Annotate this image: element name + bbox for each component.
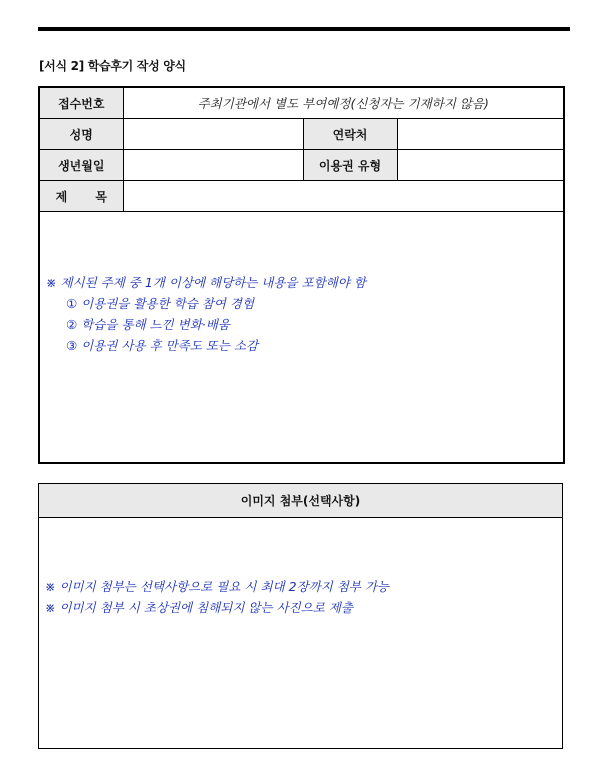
image-attachment-table [38, 483, 563, 749]
birth-date-label: 생년월일 [39, 150, 123, 181]
content-guide-item-3: ③ 이용권 사용 후 만족도 또는 소감 [66, 338, 259, 353]
birth-date-field[interactable] [123, 150, 303, 181]
voucher-type-field[interactable] [397, 150, 564, 181]
name-label: 성명 [39, 119, 123, 150]
receipt-number-label: 접수번호 [39, 87, 123, 119]
image-attachment-area[interactable] [39, 518, 563, 749]
image-note-2: ※ 이미지 첨부 시 초상권에 침해되지 않는 사진으로 제출 [45, 600, 353, 615]
top-rule [38, 27, 570, 31]
content-area[interactable] [39, 212, 564, 464]
title-label: 제 목 [39, 181, 123, 212]
review-form-table [38, 86, 565, 464]
content-guide-item-1: ① 이용권을 활용한 학습 참여 경험 [66, 296, 255, 311]
contact-label: 연락처 [303, 119, 397, 150]
contact-field[interactable] [397, 119, 564, 150]
content-guide-note: ※ 제시된 주제 중 1개 이상에 해당하는 내용을 포함해야 함 [46, 275, 366, 290]
title-field[interactable] [123, 181, 564, 212]
content-guide-item-2: ② 학습을 통해 느낀 변화·배움 [66, 317, 230, 332]
image-note-1: ※ 이미지 첨부는 선택사항으로 필요 시 최대 2장까지 첨부 가능 [45, 579, 389, 594]
image-attachment-header: 이미지 첨부(선택사항) [39, 484, 563, 518]
name-field[interactable] [123, 119, 303, 150]
form-label: [서식 2] 학습후기 작성 양식 [39, 59, 186, 73]
receipt-number-value: 주최기관에서 별도 부여예정(신청자는 기재하지 않음) [123, 87, 564, 119]
voucher-type-label: 이용권 유형 [303, 150, 397, 181]
